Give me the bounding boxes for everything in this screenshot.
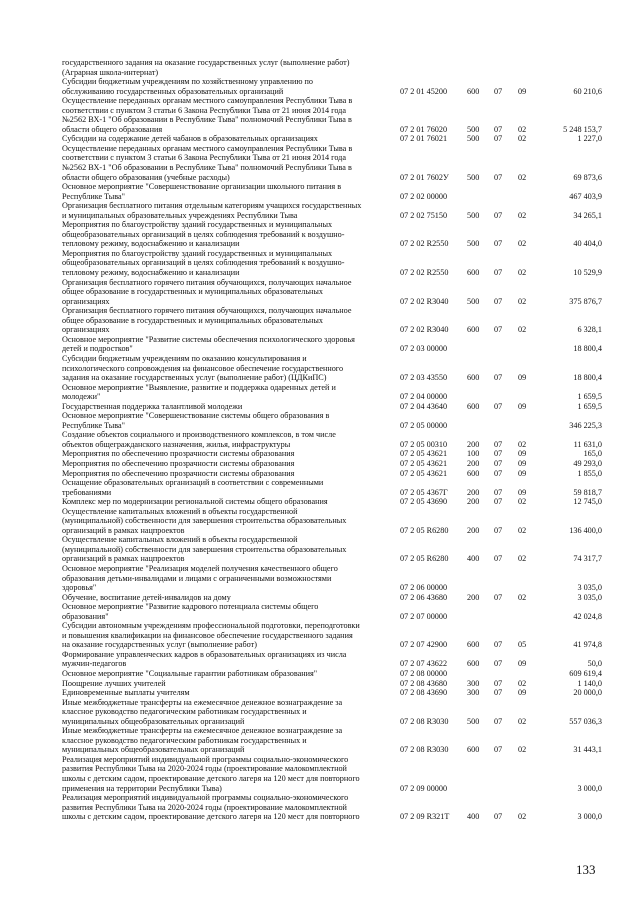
- row-description: Основное мероприятие "Совершенствование организации школьного питания в Республике Тыва": [62, 182, 342, 201]
- row-subsection: 02: [518, 210, 527, 220]
- row-subsection: 02: [518, 124, 527, 134]
- table-row: [62, 402, 602, 412]
- row-target-code: 07 2 05 43621: [400, 449, 448, 459]
- row-amount: 40 404,0: [573, 239, 602, 249]
- row-amount: 42 024,8: [573, 611, 602, 621]
- row-section: 07: [494, 525, 503, 535]
- row-amount: 34 265,1: [573, 210, 602, 220]
- row-amount: 50,0: [587, 659, 602, 669]
- row-expense-type: 500: [467, 172, 480, 182]
- row-expense-type: 600: [467, 659, 480, 669]
- row-amount: 41 974,8: [573, 640, 602, 650]
- row-section: 07: [494, 812, 503, 822]
- row-subsection: 09: [518, 468, 527, 478]
- table-row: [62, 669, 602, 679]
- row-description: Субсидии бюджетным учреждениям по хозяйственному управлению по обслуживанию государственных образовательных организаций: [62, 77, 314, 96]
- row-amount: 18 800,4: [573, 373, 602, 383]
- row-description: Государственная поддержка талантливой молодежи: [62, 401, 243, 411]
- row-target-code: 07 2 03 43550: [400, 373, 448, 383]
- row-target-code: 07 2 05 R6280: [400, 525, 449, 535]
- row-amount: 1 227,0: [577, 134, 602, 144]
- row-section: 07: [494, 210, 503, 220]
- table-row: [62, 335, 602, 354]
- row-description: Мероприятия по обеспечению прозрачности системы образования: [62, 458, 295, 468]
- table-row: [62, 411, 602, 430]
- row-expense-type: 200: [467, 592, 480, 602]
- row-section: 07: [494, 468, 503, 478]
- row-target-code: 07 2 04 43640: [400, 401, 448, 411]
- row-description: Осуществление капитальных вложений в объекты государственной (муниципальной) собственности для завершения строительства образовательных организаций в рамках нацпроектов: [62, 535, 347, 564]
- row-description: Поощрение лучших учителей: [62, 678, 166, 688]
- row-target-code: 07 2 06 00000: [400, 583, 448, 593]
- row-target-code: 07 2 05 43621: [400, 468, 448, 478]
- row-expense-type: 200: [467, 525, 480, 535]
- row-target-code: 07 2 02 75150: [400, 210, 448, 220]
- row-target-code: 07 2 08 43680: [400, 678, 448, 688]
- table-row: [62, 249, 602, 278]
- table-row: [62, 507, 602, 536]
- row-expense-type: 500: [467, 296, 480, 306]
- row-subsection: 02: [518, 592, 527, 602]
- row-section: 07: [494, 745, 503, 755]
- row-description: Основное мероприятие "Выявление, развитие и поддержка одаренных детей и молодежи": [62, 382, 336, 402]
- row-section: 07: [494, 592, 503, 602]
- row-description: Организация бесплатного горячего питания обучающихся, получающих начальное общее образование в государственных и муниципальных образовательных организациях: [62, 306, 352, 335]
- row-target-code: 07 2 05 43621: [400, 458, 448, 468]
- row-section: 07: [494, 296, 503, 306]
- row-description: Основное мероприятие "Развитие кадрового потенциала системы общего образования": [62, 602, 319, 621]
- row-section: 07: [494, 239, 503, 249]
- row-target-code: 07 2 07 43622: [400, 659, 448, 669]
- table-row: [62, 564, 602, 593]
- row-amount: 18 800,4: [573, 344, 602, 354]
- row-subsection: 02: [518, 325, 527, 335]
- row-subsection: 02: [518, 268, 527, 278]
- table-row: [62, 182, 602, 201]
- row-description: Субсидии автономным учреждениям профессиональной подготовки, переподготовки и повышения квалификации на финансовое обеспечение государственного задания на оказание государственных услуг (выполнение работ): [62, 621, 360, 650]
- table-row: [62, 306, 602, 335]
- row-section: 07: [494, 124, 503, 134]
- row-subsection: 05: [518, 640, 527, 650]
- table-row: [62, 650, 602, 669]
- row-expense-type: 300: [467, 678, 480, 688]
- row-target-code: 07 2 07 42900: [400, 640, 448, 650]
- table-row: [62, 77, 602, 96]
- row-description: Реализация мероприятий индивидуальной программы социально-экономического развития Республики Тыва на 2020-2024 годы (проектирование малокомплектной школы с детским садом, проектирование детского лагеря на 120 мест для повторного: [62, 793, 360, 822]
- row-target-code: 07 2 01 45200: [400, 86, 448, 96]
- row-target-code: 07 2 04 00000: [400, 392, 448, 402]
- row-subsection: 02: [518, 812, 527, 822]
- row-subsection: 09: [518, 373, 527, 383]
- row-subsection: 09: [518, 688, 527, 698]
- row-expense-type: 200: [467, 439, 480, 449]
- table-row: [62, 679, 602, 689]
- row-section: 07: [494, 678, 503, 688]
- row-section: 07: [494, 172, 503, 182]
- row-section: 07: [494, 688, 503, 698]
- table-row: [62, 593, 602, 603]
- row-expense-type: 600: [467, 325, 480, 335]
- row-section: 07: [494, 458, 503, 468]
- table-row: [62, 459, 602, 469]
- row-target-code: 07 2 07 00000: [400, 611, 448, 621]
- row-target-code: 07 2 08 R3030: [400, 716, 449, 726]
- table-row: [62, 354, 602, 383]
- row-section: 07: [494, 373, 503, 383]
- row-amount: 3 000,0: [577, 812, 602, 822]
- row-subsection: 02: [518, 239, 527, 249]
- row-subsection: 09: [518, 458, 527, 468]
- row-amount: 136 400,0: [569, 525, 602, 535]
- row-amount: 12 745,0: [573, 497, 602, 507]
- row-subsection: 09: [518, 449, 527, 459]
- row-amount: 375 876,7: [569, 296, 602, 306]
- row-description: государственного задания на оказание государственных услуг (выполнение работ) (Аграрная школа-интернат): [62, 58, 350, 77]
- row-amount: 1 140,0: [577, 678, 602, 688]
- row-expense-type: 600: [467, 373, 480, 383]
- row-section: 07: [494, 487, 503, 497]
- row-amount: 1 659,5: [577, 401, 602, 411]
- table-row: [62, 449, 602, 459]
- row-subsection: 09: [518, 86, 527, 96]
- row-target-code: 07 2 02 R2550: [400, 268, 449, 278]
- row-description: Организация бесплатного питания отдельным категориям учащихся государственных и муниципальных образовательных учреждениях Республики Тыва: [62, 201, 362, 220]
- row-description: Организация бесплатного горячего питания обучающихся, получающих начальное общее образование в государственных и муниципальных образовательных организациях: [62, 277, 352, 306]
- row-description: Основное мероприятие "Развитие системы обеспечения психологического здоровья детей и подростков": [62, 334, 355, 354]
- row-expense-type: 600: [467, 401, 480, 411]
- table-row: [62, 430, 602, 449]
- row-amount: 467 403,9: [569, 191, 602, 201]
- row-subsection: 02: [518, 554, 527, 564]
- row-amount: 1 855,0: [577, 468, 602, 478]
- table-row: [62, 726, 602, 755]
- row-target-code: 07 2 08 43690: [400, 688, 448, 698]
- row-subsection: 09: [518, 487, 527, 497]
- row-amount: 609 619,4: [569, 669, 602, 678]
- row-amount: 60 210,6: [573, 86, 602, 96]
- row-description: Комплекс мер по модернизации региональной системы общего образования: [62, 497, 328, 507]
- row-expense-type: 600: [467, 468, 480, 478]
- row-subsection: 02: [518, 745, 527, 755]
- row-target-code: 07 2 09 00000: [400, 783, 448, 793]
- row-expense-type: 200: [467, 487, 480, 497]
- row-target-code: 07 2 01 76020: [400, 124, 448, 134]
- row-description: Иные межбюджетные трансферты на ежемесячное денежное вознаграждение за классное руководство педагогическим работникам государственных и муниципальных общеобразовательных организаций: [62, 697, 343, 726]
- row-expense-type: 500: [467, 239, 480, 249]
- table-row: [62, 58, 602, 77]
- row-amount: 557 036,3: [569, 716, 602, 726]
- row-expense-type: 200: [467, 497, 480, 507]
- row-description: Мероприятия по благоустройству зданий государственных и муниципальных общеобразовательных организаций в целях соблюдения требований к воздушно- тепловому режиму, водоснабжению и канализации: [62, 220, 345, 249]
- row-target-code: 07 2 09 R321Т: [400, 812, 450, 822]
- row-amount: 74 317,7: [573, 554, 602, 564]
- row-expense-type: 400: [467, 554, 480, 564]
- row-section: 07: [494, 659, 503, 669]
- row-section: 07: [494, 554, 503, 564]
- row-description: Формирование управленческих кадров в образовательных организациях из числа мужчин-педагогов: [62, 649, 347, 669]
- table-row: [62, 469, 602, 479]
- table-row: [62, 278, 602, 307]
- row-subsection: 02: [518, 678, 527, 688]
- table-row: [62, 144, 602, 182]
- row-expense-type: 300: [467, 688, 480, 698]
- row-expense-type: 500: [467, 134, 480, 144]
- row-amount: 10 529,9: [573, 268, 602, 278]
- row-expense-type: 600: [467, 745, 480, 755]
- row-section: 07: [494, 268, 503, 278]
- table-row: [62, 755, 602, 793]
- table-row: [62, 220, 602, 249]
- table-row: [62, 134, 602, 144]
- row-amount: 11 631,0: [573, 439, 602, 449]
- row-section: 07: [494, 401, 503, 411]
- row-expense-type: 600: [467, 268, 480, 278]
- row-subsection: 09: [518, 659, 527, 669]
- row-target-code: 07 2 01 76021: [400, 134, 448, 144]
- row-expense-type: 400: [467, 812, 480, 822]
- row-section: 07: [494, 439, 503, 449]
- row-amount: 20 000,0: [573, 688, 602, 698]
- table-row: [62, 535, 602, 564]
- row-amount: 165,0: [583, 449, 602, 459]
- row-expense-type: 600: [467, 86, 480, 96]
- row-amount: 3 035,0: [577, 592, 602, 602]
- row-section: 07: [494, 449, 503, 459]
- row-expense-type: 500: [467, 210, 480, 220]
- row-description: Единовременные выплаты учителям: [62, 688, 190, 698]
- row-section: 07: [494, 86, 503, 96]
- table-row: [62, 96, 602, 134]
- row-amount: 3 000,0: [577, 783, 602, 793]
- row-subsection: 02: [518, 134, 527, 144]
- table-row: [62, 602, 602, 621]
- row-target-code: 07 2 02 R3040: [400, 325, 449, 335]
- row-amount: 49 293,0: [573, 458, 602, 468]
- row-amount: 59 818,7: [573, 487, 602, 497]
- row-description: Обучение, воспитание детей-инвалидов на дому: [62, 592, 231, 602]
- row-subsection: 02: [518, 716, 527, 726]
- row-description: Основное мероприятие "Социальные гарантии работникам образования": [62, 669, 318, 678]
- row-description: Оснащение образовательных организаций в соответствии с современными требованиями: [62, 478, 324, 497]
- row-amount: 346 225,3: [569, 420, 602, 430]
- row-section: 07: [494, 325, 503, 335]
- table-row: [62, 478, 602, 497]
- table-row: [62, 793, 602, 822]
- row-expense-type: 200: [467, 458, 480, 468]
- row-description: Субсидии на содержание детей чабанов в образовательных организациях: [62, 134, 318, 144]
- row-section: 07: [494, 497, 503, 507]
- row-target-code: 07 2 05 43690: [400, 497, 448, 507]
- row-description: Иные межбюджетные трансферты на ежемесячное денежное вознаграждение за классное руководство педагогическим работникам государственных и муниципальных общеобразовательных организаций: [62, 726, 343, 755]
- row-description: Осуществление капитальных вложений в объекты государственной (муниципальной) собственности для завершения строительства образовательных организаций в рамках нацпроектов: [62, 506, 347, 535]
- row-amount: 1 659,5: [577, 392, 602, 402]
- table-row: [62, 201, 602, 220]
- row-amount: 69 873,6: [573, 172, 602, 182]
- row-section: 07: [494, 640, 503, 650]
- row-description: Основное мероприятие "Совершенствование системы общего образования в Республике Тыва": [62, 411, 330, 430]
- row-target-code: 07 2 05 00000: [400, 420, 448, 430]
- row-target-code: 07 2 05 00310: [400, 439, 448, 449]
- row-subsection: 02: [518, 497, 527, 507]
- row-description: Реализация мероприятий индивидуальной программы социально-экономического развития Республики Тыва на 2020-2024 годы (проектирование малокомплектной школы с детским садом, проектирование детского лагеря на 120 мест для повторного применения на территории Республики Тыва): [62, 754, 360, 793]
- row-expense-type: 600: [467, 640, 480, 650]
- row-description: Осуществление переданных органам местного самоуправления Республики Тыва в соответствии с пунктом 3 статьи 6 Закона Республики Тыва от 21 июня 2014 года №2562 ВХ-1 "Об образовании в Республике Тыва" полномочий Республики Тыва в области общего образования: [62, 96, 353, 134]
- row-target-code: 07 2 05 R6280: [400, 554, 449, 564]
- row-description: Мероприятия по обеспечению прозрачности системы образования: [62, 449, 295, 459]
- row-target-code: 07 2 02 00000: [400, 191, 448, 201]
- budget-table: [62, 58, 602, 822]
- row-target-code: 07 2 08 00000: [400, 669, 448, 678]
- row-description: Субсидии бюджетным учреждениям по оказанию консультирования и психологического сопровождения на финансовое обеспечение государственного задания на оказание государственных услуг (выполнение работ) (ЦДКиПС): [62, 353, 344, 383]
- row-subsection: 02: [518, 525, 527, 535]
- row-section: 07: [494, 716, 503, 726]
- row-target-code: 07 2 02 R2550: [400, 239, 449, 249]
- table-row: [62, 497, 602, 507]
- row-expense-type: 500: [467, 716, 480, 726]
- row-target-code: 07 2 05 4367Г: [400, 487, 448, 497]
- row-target-code: 07 2 08 R3030: [400, 745, 449, 755]
- row-subsection: 02: [518, 172, 527, 182]
- row-section: 07: [494, 134, 503, 144]
- row-subsection: 02: [518, 296, 527, 306]
- row-target-code: 07 2 01 7602У: [400, 172, 449, 182]
- row-description: Создание объектов социального и производственного комплексов, в том числе объектов общегражданского назначения, жилья, инфраструктуры: [62, 430, 336, 449]
- table-row: [62, 621, 602, 650]
- row-target-code: 07 2 06 43680: [400, 592, 448, 602]
- row-subsection: 02: [518, 439, 527, 449]
- row-amount: 5 248 153,7: [563, 124, 602, 134]
- row-description: Мероприятия по благоустройству зданий государственных и муниципальных общеобразовательных организаций в целях соблюдения требований к воздушно- тепловому режиму, водоснабжению и канализации: [62, 248, 345, 278]
- page-number: 133: [576, 862, 596, 877]
- row-target-code: 07 2 02 R3040: [400, 296, 449, 306]
- row-target-code: 07 2 03 00000: [400, 344, 448, 354]
- row-amount: 6 328,1: [577, 325, 602, 335]
- row-description: Основное мероприятие "Реализация моделей получения качественного общего образования детьми-инвалидами и лицами с ограниченными возможностями здоровья": [62, 563, 338, 593]
- table-row: [62, 688, 602, 698]
- row-description: Осуществление переданных органам местного самоуправления Республики Тыва в соответствии с пунктом 3 статьи 6 Закона Республики Тыва от 21 июня 2014 года №2562 ВХ-1 "Об образовании в Республике Тыва" полномочий Республики Тыва в области общего образования (учебные расходы): [62, 143, 353, 182]
- row-expense-type: 100: [467, 449, 480, 459]
- row-subsection: 09: [518, 401, 527, 411]
- row-expense-type: 500: [467, 124, 480, 134]
- row-amount: 31 443,1: [573, 745, 602, 755]
- table-row: [62, 698, 602, 727]
- row-amount: 3 035,0: [577, 583, 602, 593]
- table-row: [62, 383, 602, 402]
- row-description: Мероприятия по обеспечению прозрачности системы образования: [62, 468, 295, 478]
